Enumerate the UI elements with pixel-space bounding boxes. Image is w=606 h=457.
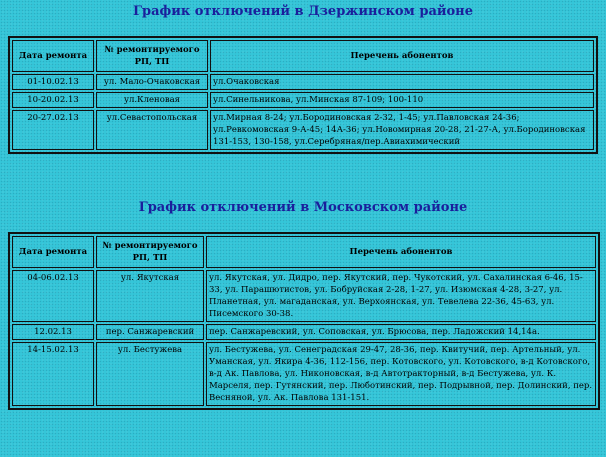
cell-date: 12.02.13 <box>12 324 94 340</box>
cell-subscribers: ул.Очаковская <box>210 74 594 90</box>
table-header-row <box>12 236 596 268</box>
table-header-row <box>12 40 594 72</box>
header-subscribers: Перечень абонентов <box>210 40 594 72</box>
header-rp: № ремонтируемого РП, ТП <box>96 40 208 72</box>
table-row <box>12 270 596 322</box>
district-schedule-title: График отключений в Дзержинском районе <box>133 4 473 19</box>
table-row <box>12 74 594 90</box>
table-row <box>12 92 594 108</box>
cell-rp: ул.Кленовая <box>96 92 208 108</box>
cell-date: 04-06.02.13 <box>12 270 94 322</box>
cell-rp: ул.Севастопольская <box>96 110 208 150</box>
cell-subscribers: ул.Мирная 8-24; ул.Бородиновская 2-32, 1-45; ул.Павловская 24-36; ул.Ревкомовская 9-А-45; 14А-36; ул.Новомирная 20-28, 21-27-А, ул.Бородиновская 131-153, 130-158, ул.Серебряная/пер.Авиахимический <box>210 110 594 150</box>
cell-date: 14-15.02.13 <box>12 342 94 406</box>
cell-date: 20-27.02.13 <box>12 110 94 150</box>
cell-rp: ул. Мало-Очаковская <box>96 74 208 90</box>
cell-subscribers: пер. Санжаревский, ул. Соповская, ул. Брюсова, пер. Ладожский 14,14а. <box>206 324 596 340</box>
cell-subscribers: ул. Якутская, ул. Дидро, пер. Якутский, пер. Чукотский, ул. Сахалинская 6-46, 15-33, ул. Парашютистов, ул. Бобруйская 2-28, 1-27, ул. Изюмская 4-28, 3-27, ул. Планетная, ул. магаданская, ул. Верхоянская, ул. Тевелева 22-36, 45-63, ул. Писемского 30-38. <box>206 270 596 322</box>
header-rp: № ремонтируемого РП, ТП <box>96 236 204 268</box>
district-schedule-title: График отключений в Московском районе <box>138 200 468 215</box>
header-subscribers: Перечень абонентов <box>206 236 596 268</box>
header-date: Дата ремонта <box>12 40 94 72</box>
table-row <box>12 342 596 406</box>
table-row <box>12 324 596 340</box>
header-date: Дата ремонта <box>12 236 94 268</box>
cell-date: 10-20.02.13 <box>12 92 94 108</box>
cell-rp: ул. Бестужева <box>96 342 204 406</box>
cell-rp: пер. Санжаревский <box>96 324 204 340</box>
table-row <box>12 110 594 150</box>
cell-rp: ул. Якутская <box>96 270 204 322</box>
outage-schedule-table <box>8 36 598 154</box>
cell-subscribers: ул.Синельникова, ул.Минская 87-109; 100-110 <box>210 92 594 108</box>
cell-date: 01-10.02.13 <box>12 74 94 90</box>
outage-schedule-table <box>8 232 600 410</box>
cell-subscribers: ул. Бестужева, ул. Сенеградская 29-47, 28-36, пер. Квитучий, пер. Артельный, ул. Уманская, ул. Якира 4-36, 112-156, пер. Котовского, ул. Котовского, в-д Котовского, в-д Ак. Павлова, ул. Никоновская, в-д Автотракторный, в-д Бестужева, ул. К. Марселя, пер. Гутянский, пер. Люботинский, пер. Подрывной, пер. Долинский, пер. Весняной, ул. Ак. Павлова 131-151. <box>206 342 596 406</box>
